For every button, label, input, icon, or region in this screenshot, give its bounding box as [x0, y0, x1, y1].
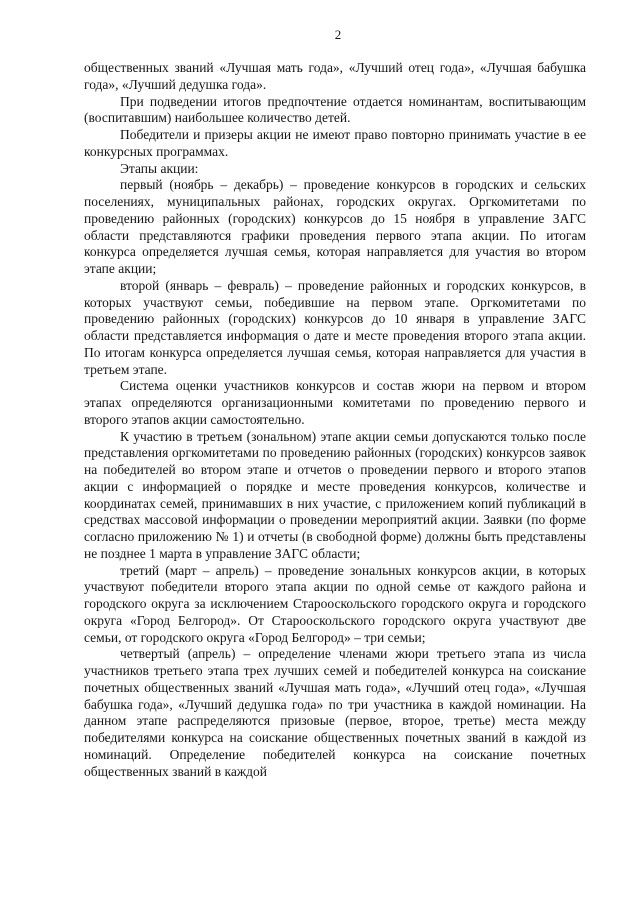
paragraph: первый (ноябрь – декабрь) – проведение конкурсов в городских и сельских поселениях, муниципальных районах, городских округах. Оргкомитетами по проведению районных (городских) конкурсов до 15 ноября в управление ЗАГС области представляются графики проведения первого этапа акции. По итогам конкурса определяется лучшая семья, которая направляется для участия во втором этапе акции; [84, 177, 586, 276]
paragraph: общественных званий «Лучшая мать года», «Лучший отец года», «Лучшая бабушка года», «Лучший дедушка года». [84, 60, 586, 92]
body-text [84, 60, 586, 780]
paragraph: Победители и призеры акции не имеют право повторно принимать участие в ее конкурсных программах. [84, 127, 586, 159]
paragraph: второй (январь – февраль) – проведение районных и городских конкурсов, в которых участвуют семьи, победившие на первом этапе. Оргкомитетами по проведению районных (городских) конкурсов до 10 января в управление ЗАГС области представляется информация о дате и месте проведения второго этапа акции. По итогам конкурса определяется лучшая семья, которая направляется для участия в третьем этапе. [84, 277, 586, 377]
paragraph: четвертый (апрель) – определение членами жюри третьего этапа из числа участников третьего этапа трех лучших семей и победителей конкурса на соискание почетных общественных званий «Лучшая мать года», «Лучший отец года», «Лучшая бабушка года», «Лучший дедушка года» по три участника в каждой номинации. На данном этапе распределяются призовые (первое, второе, третье) места между победителями конкурса на соискание общественных почетных званий в каждой из номинаций. Определение победителей конкурса на соискание почетных общественных званий в каждой [84, 646, 586, 779]
paragraph: При подведении итогов предпочтение отдается номинантам, воспитывающим (воспитавшим) наибольшее количество детей. [84, 93, 586, 126]
paragraph: К участию в третьем (зональном) этапе акции семьи допускаются только после представления оргкомитетами по проведению районных (городских) конкурсов заявок на победителей во втором этапе и отчетов о проведении первого и второго этапов акции с информацией о порядке и месте проведения конкурсов, количестве и координатах семей, принимавших в них участие, с приложением копий публикаций в средствах массовой информации о проведении мероприятий акции. Заявки (по форме согласно приложению № 1) и отчеты (в свободной форме) должны быть представлены не позднее 1 марта в управление ЗАГС области; [84, 428, 586, 561]
paragraph: Этапы акции: [120, 160, 199, 176]
paragraph: Система оценки участников конкурсов и состав жюри на первом и втором этапах определяются организационными комитетами по проведению первого и второго этапов акции самостоятельно. [84, 378, 586, 427]
page-number: 2 [334, 27, 342, 42]
paragraph: третий (март – апрель) – проведение зональных конкурсов акции, в которых участвуют победители второго этапа акции по одной семье от каждого района и городского округа за исключением Старооскольского городского округа и городского округа «Город Белгород». От Старооскольского городского округа участвуют две семьи, от городского округа «Город Белгород» – три семьи; [84, 562, 586, 645]
